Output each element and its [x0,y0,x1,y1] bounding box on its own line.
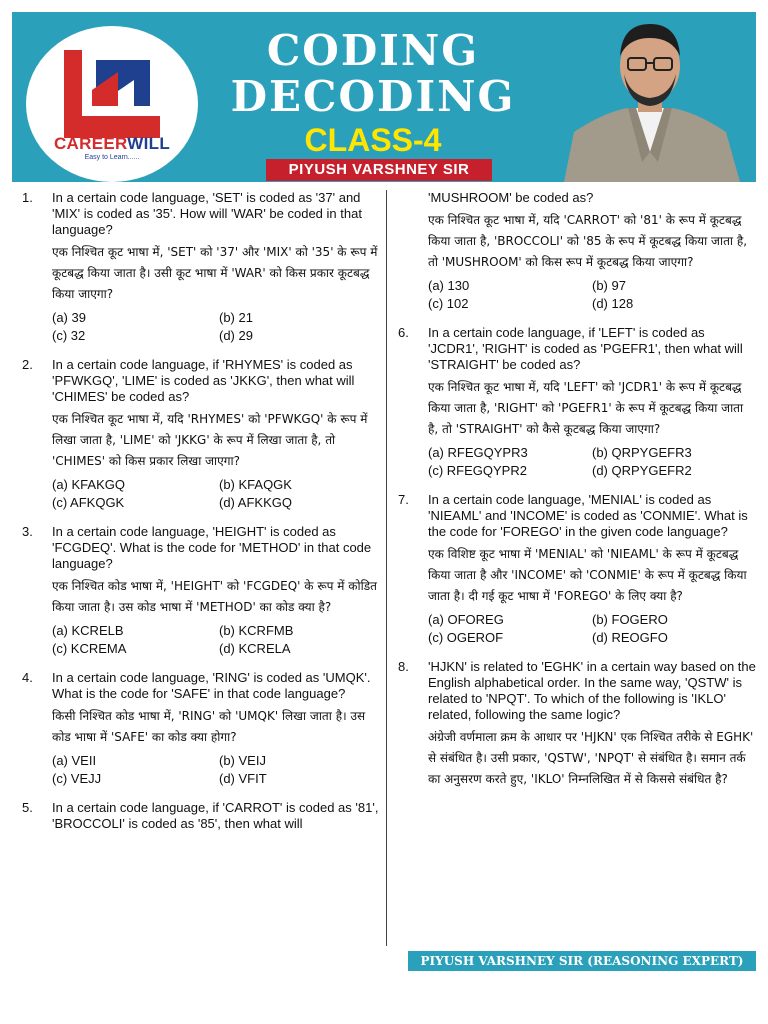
question-text-en: In a certain code language, 'RING' is coded as 'UMQK'. What is the code for 'SAFE' in that code language? [52,670,371,701]
option-b: (b) KFAQGK [219,477,292,492]
options [428,612,756,645]
option-a: (a) 130 [428,278,470,293]
question-number: 2. [22,357,33,372]
option-b: (b) 21 [219,310,253,325]
options [428,278,756,311]
option-b: (b) 97 [592,278,626,293]
question-text-en: In a certain code language, if 'LEFT' is coded as 'JCDR1', 'RIGHT' is coded as 'PGEFR1', then what will 'STRAIGHT' be coded as? [428,325,743,372]
question-number: 6. [398,325,409,340]
question-text-hi: एक निश्चित कूट भाषा में, 'SET' को '37' और 'MIX' को '35' के रूप में कूटबद्ध किया जाता है। उसी कूट भाषा में 'WAR' को किस प्रकार कूटबद्ध किया जाएगा? [52,245,378,301]
question-6 [396,325,756,478]
options [52,753,386,786]
right-column [396,190,756,804]
question-number: 3. [22,524,33,539]
question-2 [20,357,386,510]
question-number: 1. [22,190,33,205]
question-7 [396,492,756,645]
options [52,477,386,510]
option-c: (c) OGEROF [428,630,504,645]
question-text-en: In a certain code language, 'SET' is coded as '37' and 'MIX' is coded as '35'. How will 'WAR' be coded in that language? [52,190,362,237]
option-a: (a) 39 [52,310,86,325]
option-b: (b) QRPYGEFR3 [592,445,692,460]
option-d: (d) QRPYGEFR2 [592,463,692,478]
question-3 [20,524,386,656]
option-c: (c) AFKQGK [52,495,125,510]
option-c: (c) 32 [52,328,86,343]
title-decoding: DECODING [230,72,516,121]
question-number: 8. [398,659,409,674]
option-c: (c) KCREMA [52,641,127,656]
option-a: (a) RFEGQYPR3 [428,445,528,460]
question-text-en: 'HJKN' is related to 'EGHK' in a certain way based on the English alphabetical order. In the same way, 'QSTW' is related to 'NPQT'. To which of the following is 'IKLO' related, following the same logic? [428,659,756,722]
question-text-en: In a certain code language, if 'CARROT' is coded as '81', 'BROCCOLI' is coded as '85', then what will [52,800,379,831]
option-c: (c) VEJJ [52,771,102,786]
question-4 [20,670,386,786]
logo-wordmark [26,134,198,154]
option-b: (b) FOGERO [592,612,668,627]
question-number: 4. [22,670,33,685]
careerwill-logo [26,26,198,182]
question-text-hi: एक निश्चित कूट भाषा में, यदि 'RHYMES' को 'PFWKGQ' के रूप में लिखा जाता है, 'LIME' को 'JKKG' के रूप में लिखा जाता है, तो 'CHIMES' को किस प्रकार लिखा जाएगा? [52,412,368,468]
option-b: (b) KCRFMB [219,623,294,638]
option-b: (b) VEIJ [219,753,266,768]
question-text-en: In a certain code language, 'HEIGHT' is coded as 'FCGDEQ'. What is the code for 'METHOD' in that code language? [52,524,372,571]
question-text-en: In a certain code language, 'MENIAL' is coded as 'NIEAML' and 'INCOME' is coded as 'CONMIE'. What is the code for 'FOREGO' in the given code language? [428,492,748,539]
option-a: (a) VEII [52,753,97,768]
option-d: (d) 29 [219,328,253,343]
question-text-hi: एक निश्चित कोड भाषा में, 'HEIGHT' को 'FCGDEQ' के रूप में कोडित किया जाता है। उस कोड भाषा में 'METHOD' का कोड क्या है? [52,579,377,614]
option-a: (a) KFAKGQ [52,477,125,492]
option-c: (c) 102 [428,296,469,311]
question-5 [20,800,386,832]
teacher-name-band: PIYUSH VARSHNEY SIR [266,159,492,181]
option-d: (d) KCRELA [219,641,291,656]
option-c: (c) RFEGQYPR2 [428,463,527,478]
question-text-hi: एक निश्चित कूट भाषा में, यदि 'CARROT' को '81' के रूप में कूटबद्ध किया जाता है, 'BROCCOLI' को '85 के रूप में कूटबद्ध किया जाता है, तो 'MUSHROOM' को किस रूप में कूटबद्ध किया जाएगा? [428,213,748,269]
question-text-en: 'MUSHROOM' be coded as? [428,190,594,205]
question-number: 7. [398,492,409,507]
logo-brand-career: CAREER [53,134,128,153]
teacher-photo-icon [544,12,756,182]
question-5-continued [396,190,756,311]
option-d: (d) REOGFO [592,630,668,645]
question-text-hi: अंग्रेजी वर्णमाला क्रम के आधार पर 'HJKN' एक निश्चित तरीके से EGHK' से संबंधित है। उसी प्रकार, 'QSTW', 'NPQT' से संबंधित है। समान तर्क का अनुसरण करते हुए, 'IKLO' निम्नलिखित में से किससे संबंधित है? [428,730,754,786]
careerwill-logo-mark-icon [64,50,160,138]
option-a: (a) KCRELB [52,623,124,638]
logo-brand-will: WILL [127,134,171,153]
option-a: (a) OFOREG [428,612,504,627]
option-d: (d) VFIT [219,771,267,786]
question-text-en: In a certain code language, if 'RHYMES' is coded as 'PFWKGQ', 'LIME' is coded as 'JKKG', then what will 'CHIMES' be coded as? [52,357,355,404]
logo-tagline: Easy to Learn...... [84,154,140,161]
options [52,310,386,343]
question-1 [20,190,386,343]
class-label: CLASS-4 [304,122,442,158]
questions-area [12,190,756,946]
option-d: (d) AFKKGQ [219,495,292,510]
title-coding: CODING [266,26,480,75]
option-d: (d) 128 [592,296,634,311]
column-divider [386,190,387,946]
footer-band: PIYUSH VARSHNEY SIR (REASONING EXPERT) [408,951,756,971]
question-text-hi: किसी निश्चित कोड भाषा में, 'RING' को 'UMQK' लिखा जाता है। उस कोड भाषा में 'SAFE' का कोड क्या होगा? [52,709,366,744]
options [52,623,386,656]
header-banner [12,12,756,182]
question-8 [396,659,756,790]
options [428,445,756,478]
question-text-hi: एक निश्चित कूट भाषा में, यदि 'LEFT' को 'JCDR1' के रूप में कूटबद्ध किया जाता है, 'RIGHT' को 'PGEFR1' के रूप में कूटबद्ध किया जाता है, तो 'STRAIGHT' को कैसे कूटबद्ध किया जाएगा? [428,380,744,436]
question-number: 5. [22,800,33,815]
left-column [20,190,386,846]
question-text-hi: एक विशिष्ट कूट भाषा में 'MENIAL' को 'NIEAML' के रूप में कूटबद्ध किया जाता है और 'INCOME' को 'CONMIE' के रूप में कूटबद्ध किया जाता है। दी गई कूट भाषा में 'FOREGO' के लिए क्या है? [428,547,747,603]
